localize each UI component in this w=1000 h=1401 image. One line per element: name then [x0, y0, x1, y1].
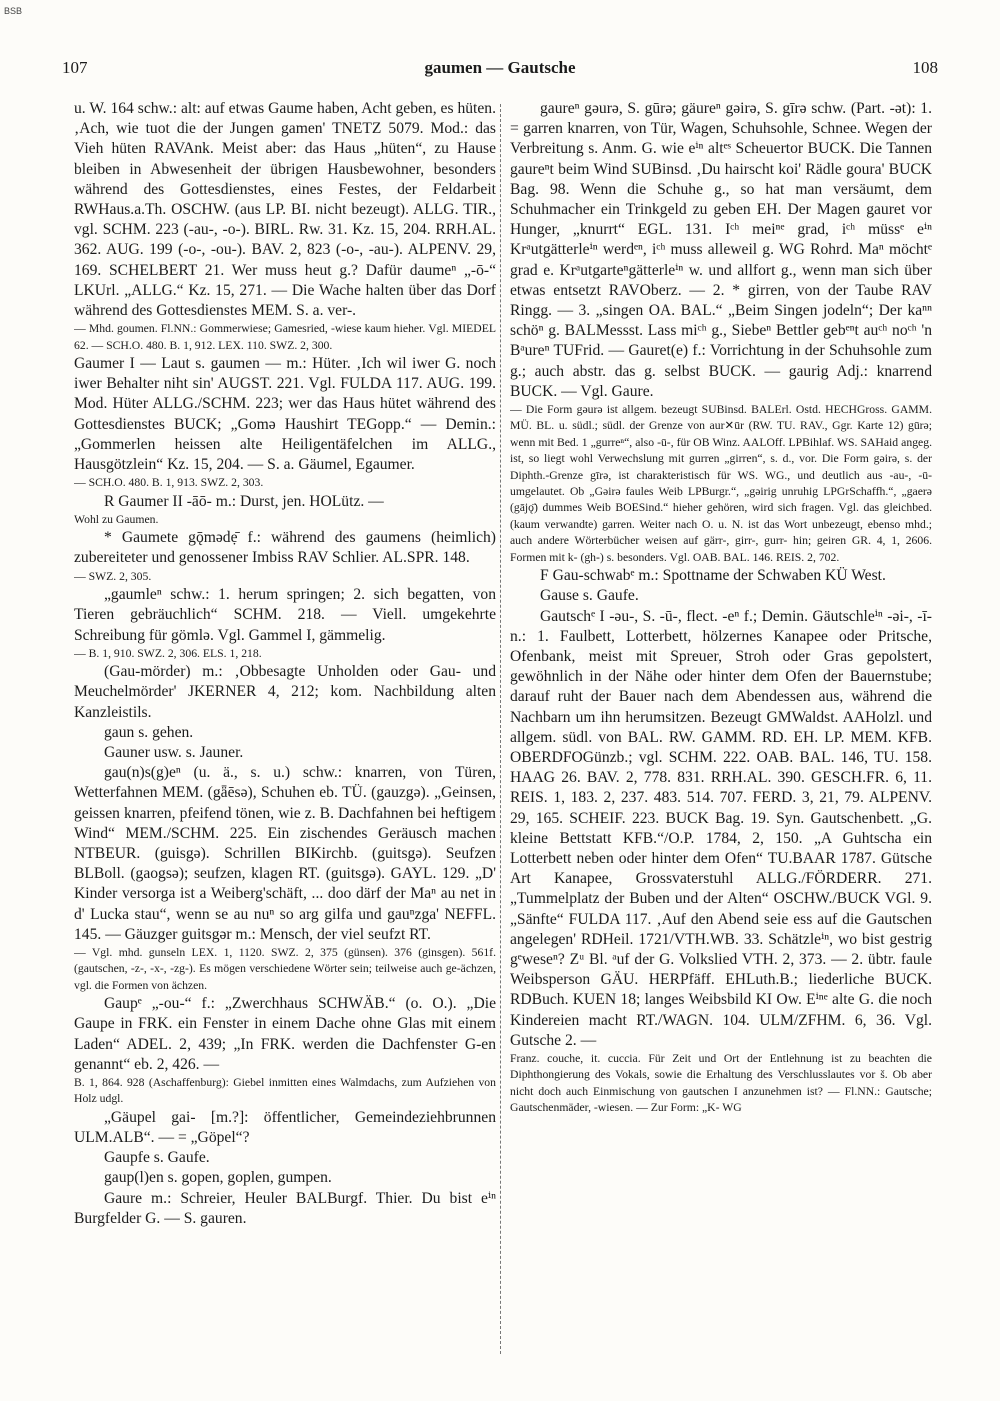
dictionary-entry: Gaure m.: Schreier, Heuler BALBurgf. Thier. Du bist eⁱⁿ Burgfelder G. — S. gauren. [74, 1189, 496, 1227]
page-title: gaumen — Gautsche [424, 58, 576, 77]
dictionary-note: — SWZ. 2, 305. [74, 569, 152, 583]
dictionary-note: B. 1, 864. 928 (Aschaffenburg): Giebel inmitten eines Walmdachs, zum Aufziehen von Holz udgl. [74, 1075, 496, 1106]
right-column [510, 99, 932, 1381]
column-divider [500, 104, 501, 1354]
dictionary-entry: Gause s. Gaufe. [540, 587, 639, 605]
dictionary-entry: * Gaumete gǭmədẹ̄ f.: während des gaumens (heimlich) zubereiteter und genossener Imbiss RAV Schlier. AL.SPR. 148. [74, 529, 496, 567]
dictionary-entry: Gaumer I — Laut s. gaumen — m.: Hüter. ‚Ich wil iwer G. noch iwer Behalter niht sin' AUGST. 221. Vgl. FULDA 117. AUG. 199. Mod. Hüter ALLG./SCHM. 223; wer das Haus hütet während des Gottesdienstes BUCK; „Gomə Haushirt TEGopp.“ — Demin.: „Gommerlen heissen alte Heiligentäfelchen im ALLG., Hausgötzlein“ Kz. 15, 204. — S. a. Gäumel, Egaumer. [74, 355, 496, 474]
running-header [62, 58, 938, 84]
library-stamp: BSB [4, 6, 23, 16]
dictionary-entry: Gauner usw. s. Jauner. [104, 743, 244, 761]
dictionary-note: — Die Form gəurə ist allgem. bezeugt SUBinsd. BALErl. Ostd. HECHGross. GAMM. MÜ. BL. u. südl.; südl. der Grenze von aur✕ūr (RW. TU. RAV., Ggr. Karte 12) gūrə; wenn mit Bed. 1 „gurreⁿ“, also -ū-, für OB Winz. AALOff. LPBihlaf. WS. SAHaid angeg. ist, so liegt wohl Verwechslung mit gurren „girren“, s. d., vor. Die Form gəirə, s. der Diphth.-Grenze gīrə, ist charakteristisch für WS. WG., und deutlich aus -au-, -ū- umgelautet. Ob „Gəirə faules Weib LPBurgr.“, „gəirig unruhig LPGrSchaffh.“, „gaerə (gājǫ̈) dummes Weib BOESind.“ hieher gehören, wird sich fragen. Vgl. das gleichbed. (kaum verwandte) garren. Weiter nach O. u. N. ist das Wort unbezeugt, ebenso mhd.; auch andere Wörterbücher weisen auf gärr-, girr-, gurr- hin; geiren GR. 4, 1, 2606. Formen mit k- (gh-) s. besonders. Vgl. OAB. BAL. 146. REIS. 2, 702. [510, 403, 932, 564]
left-column [74, 99, 496, 1381]
dictionary-entry: „gaumleⁿ schw.: 1. herum springen; 2. sich begatten, von Tieren gebräuchlich“ SCHM. 218. — Viell. umgekehrte Schreibung für gömlə. Vgl. Gammel I, gämmelig. [74, 586, 496, 644]
page-number-right: 108 [912, 58, 938, 77]
dictionary-entry: R Gaumer II -āō- m.: Durst, jen. HOLütz. — [104, 492, 384, 510]
dictionary-note: Wohl zu Gaumen. [74, 512, 159, 526]
dictionary-note: Franz. couche, it. cuccia. Für Zeit und Ort der Entlehnung ist zu beachten die Diphthongierung des Vokals, sowie die Erhaltung des Verschlusslautes vor š. Ob aber nicht doch auch Einmischung von gautschen I anzunehmen ist? — Fl.NN.: Gautsche; Gautschenmäder, -wiesen. — Zur Form: „K- WG [510, 1051, 932, 1115]
dictionary-entry: gaup(l)en s. gopen, goplen, gumpen. [104, 1169, 332, 1187]
dictionary-entry: „Gäupel gai- [m.?]: öffentlicher, Gemeindeziehbrunnen ULM.ALB“. — = „Göpel“? [74, 1108, 496, 1146]
dictionary-note: — B. 1, 910. SWZ. 2, 306. ELS. 1, 218. [74, 646, 262, 660]
dictionary-entry: gau(n)s(g)eⁿ (u. ä., s. u.) schw.: knarren, von Türen, Wetterfahnen MEM. (gǟēsə), Schuhen eb. TÜ. (gauzgə). „Geinsen, geissen knarren, pfeifend tönen, wie z. B. Dachfahnen bei heftigem Wind“ MEM./SCHM. 225. Ein zischendes Geräusch machen NTBEUR. (guisgə). Schrillen BIKirchb. (guitsgə). Seufzen BLBoll. (gaogsə); seufzen, klagen RT. (guitsgə). GAYL. 129. „D' Kinder versorga ist a Weiberg'schäft, ... doo därf der Maⁿ au net in d' Lucka stau“, wenn se au nuⁿ so arg gilfa und gauⁿzga' NEFFL. 145. — Gäuzger guitsgər m.: Mensch, der viel seufzt RT. [74, 764, 496, 943]
dictionary-entry: u. W. 164 schw.: alt: auf etwas Gaume haben, Acht geben, es hüten. ‚Ach, wie tuot die der Jungen gamen' TNETZ 5079. Mod.: das Vieh hüten RAVAnk. Meist aber: das Haus „hüten“, zu Hause bleiben in Abwesenheit der übrigen Hausbewohner, besonders während des Gottesdienstes, eines Festes, der Feldarbeit RWHaus.a.Th. OSCHW. (aus LP. BI. nicht bezeugt). ALLG. TIR., vgl. SCHM. 223 (-au-, -o-). BIRL. Rw. 31. Kz. 15, 204. RRH.AL. 362. AUG. 199 (-o-, -ou-). BAV. 2, 823 (-o-, -au-). ALPENV. 29, 169. SCHELBERT 21. Wer muss heut g.? Dafür daumeⁿ „-ō-“ LKUrl. „ALLG.“ Kz. 15, 271. — Die Wache halten über das Dorf während des Gottesdienstes MEM. S. a. ver-. [74, 100, 496, 320]
dictionary-entry: F Gau-schwabᵉ m.: Spottname der Schwaben KÜ West. [540, 567, 886, 585]
dictionary-entry: Gaupᵉ „-ou-“ f.: „Zwerchhaus SCHWÄB.“ (o. O.). „Die Gaupe in FRK. ein Fenster in einem Dache ohne Glas mit einem Laden“ ADEL. 2, 439; „In FRK. werden die Dachfenster G-en genannt“ eb. 2, 426. — [74, 995, 496, 1073]
dictionary-entry: Gautschᵉ I -əu-, S. -ū-, flect. -eⁿ f.; Demin. Gäutschleⁱⁿ -əi-, -ī- n.: 1. Faulbett, Lotterbett, hölzernes Kanapee oder Pritsche, Ofenbank, meist mit Spreuer, Stroh oder Gras gepolstert, gewöhnlich in der Nähe oder hinter dem Ofen der Bauernstube; darauf ruht der Bauer nach dem Abendessen aus, während die Nachbarn um ihn herumsitzen. Bezeugt GMWaldst. AAHolzl. und allgem. südl. von BAL. RW. GAMM. RD. EH. LP. MEM. KFB. OBERDFOGünzb.; vgl. SCHM. 222. OAB. BAL. 146, TU. 158. HAAG 26. BAV. 2, 778. 831. RRH.AL. 390. GESCH.FR. 6, 11. REIS. 1, 183. 2, 237. 483. 514. 707. FERD. 3, 21, 79. ALPENV. 29, 165. SCHEIF. 223. BUCK Bag. 19. Syn. Gautschenbett. „G. kleine Bettstatt KFB.“/O.P. 1784, 2, 150. „A Guhtscha ein Lotterbett neben oder hinter dem Ofen“ TU.BAAR 1787. Gütsche Art Kanapee, Grossvaterstuhl ALLG./FÖRDERR. 271. „Tummelplatz der Buben und der Alten“ OSCHW./BUCK VGl. 9. „Sänfte“ FULDA 117. ‚Auf den Abend seie ess auf die Gautschen angelegen' RDHeil. 1721/VTH.WB. 33. Schätzleⁱⁿ, wo bist gestrig gᵉweseⁿ? Zᵘ Bl. ᵃuf der G. Volkslied VTH. 2, 373. — 2. übtr. faule Weibsperson GÄU. HERPfäff. EHLuth.B.; liederliche BUCK. RDBuch. KUEN 18; langes Weibsbild KI Ow. Eⁱⁿᵉ alte G. die noch Kindereien macht RT./WAGN. 104. ULM/ZFHM. 6, 36. Vgl. Gutsche 2. — [510, 607, 932, 1049]
dictionary-note: — Mhd. goumen. Fl.NN.: Gommerwiese; Gamesried, -wiese kaum hieher. Vgl. MIEDEL 62. — SCH.O. 480. B. 1, 912. LEX. 110. SWZ. 2, 300. [74, 322, 496, 352]
dictionary-note: — Vgl. mhd. gunseln LEX. 1, 1120. SWZ. 2, 375 (günsen). 376 (ginsgen). 561f. (gautschen, -z-, -x-, -zg-). Es mögen verschiedene Wörter sein; teilweise auch ge-ächzen, vgl. die Formen von ächzen. [74, 945, 496, 992]
dictionary-entry: Gaupfe s. Gaufe. [104, 1149, 210, 1167]
dictionary-note: — SCH.O. 480. B. 1, 913. SWZ. 2, 303. [74, 476, 264, 490]
dictionary-entry: (Gau-mörder) m.: ‚Obbesagte Unholden oder Gau- und Meuchelmörder' JKERNER 4, 212; kom. Nachbildung alten Kanzleistils. [74, 663, 496, 721]
dictionary-entry: gaureⁿ gəurə, S. gūrə; gäureⁿ gəirə, S. gīrə schw. (Part. -ət): 1. = garren knarren, von Tür, Wagen, Schuhsohle, Schnee. Wegen der Verbreitung s. Anm. G. wie eⁱⁿ altᵉˢ Scheuertor BUCK. Die Tannen gaureⁿt beim Wind SUBinsd. ‚Du hairscht koi' Rädle goura' BUCK Bag. 98. Wenn die Schuhe g., so hat man versäumt, dem Schuhmacher ein Trinkgeld zu geben EH. Der Magen gauret vor Hunger, „knurrt“ EGL. 131. Iᶜʰ meiⁿᵉ grad, iᶜʰ müssᵉ eⁱⁿ Krᵃutgätterleⁱⁿ werdᵉⁿ, iᶜʰ muss alleweil g. WG Rohrd. Maⁿ möchtᵉ grad e. Krᵃutgarteⁿgätterleⁱⁿ w. und allfort g., wenn man sich über etwas entsetzt RAVOberz. — 2. * girren, von der Taube RAV Ringg. — 3. „singen OA. BAL.“ „Beim Singen jodeln“; Der kaⁿⁿ schöⁿ g. BALMessst. Lass miᶜʰ g., Siebeⁿ Bettler gebᵉⁿt auᶜʰ noᶜʰ 'n Bᵃureⁿ TUFrid. — Gauret(e) f.: Vorrichtung in der Schuhsohle zum g.; auch abstr. das g. selbst BUCK. — gaurig Adj.: knarrend BUCK. — Vgl. Gaure. [510, 100, 932, 400]
page-number-left: 107 [62, 58, 88, 77]
dictionary-entry: gaun s. gehen. [104, 723, 194, 741]
